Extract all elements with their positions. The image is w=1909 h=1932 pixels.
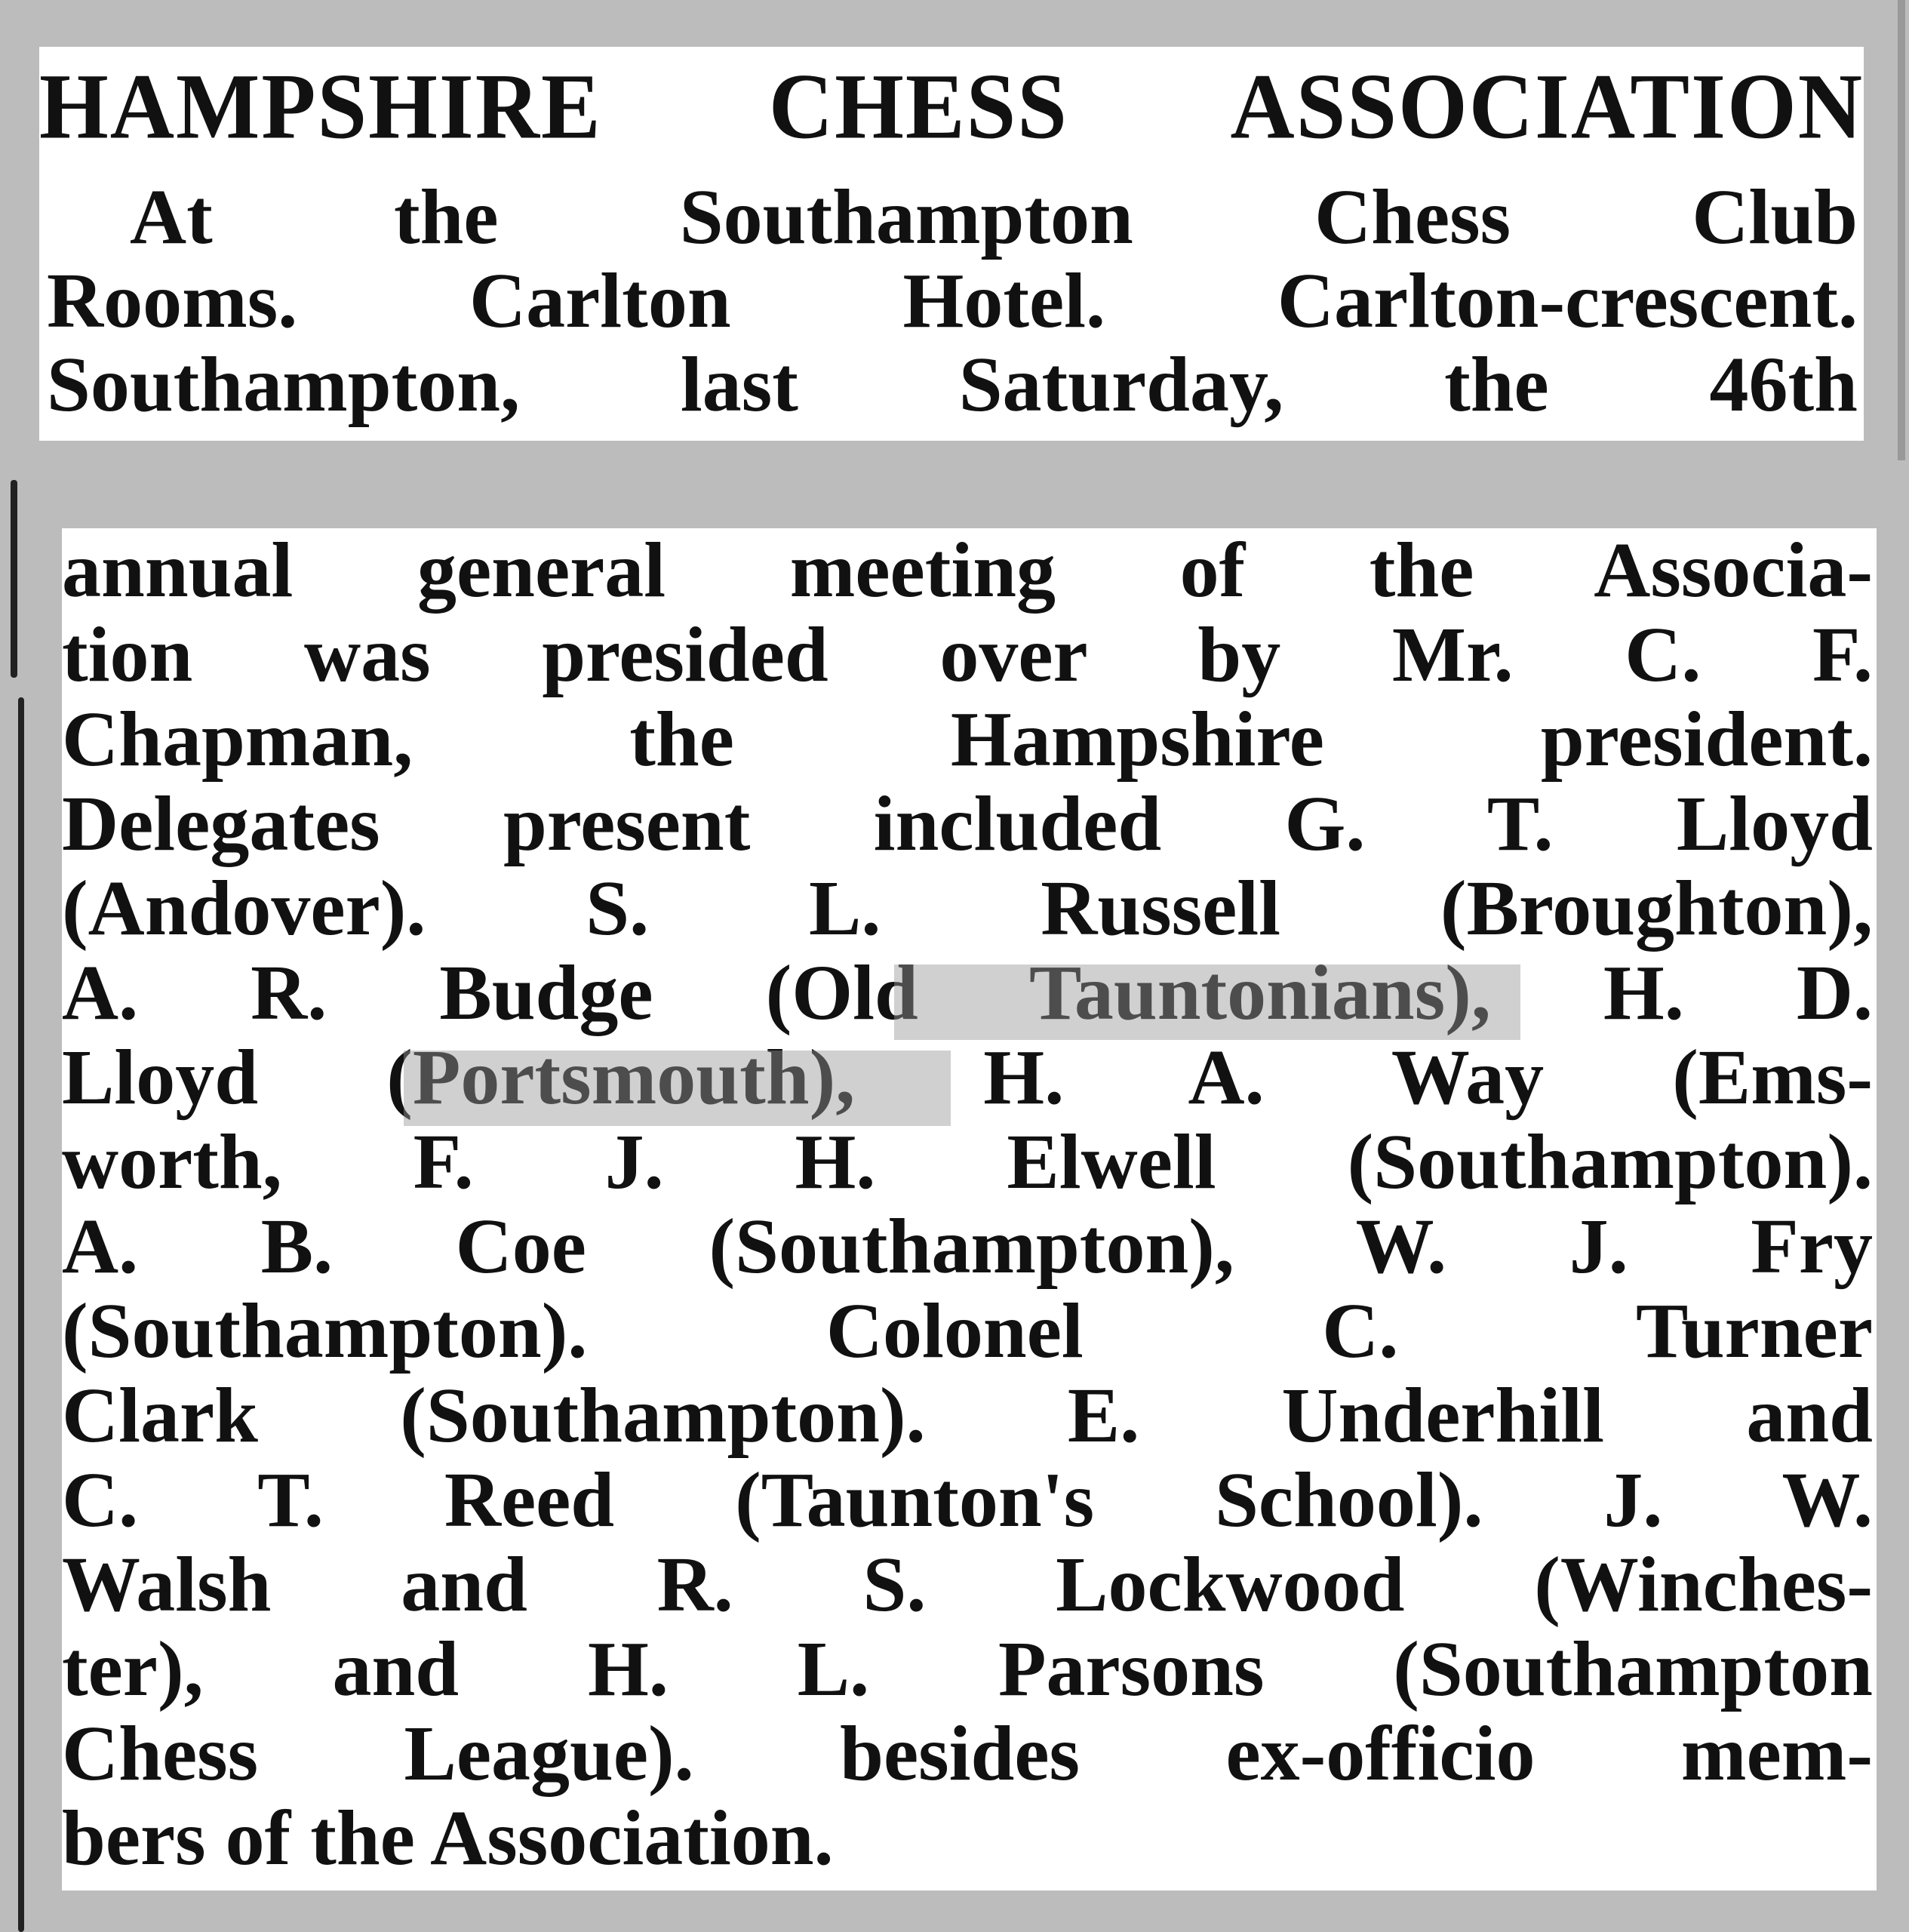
- text-line: Delegates present included G. T. Lloyd: [62, 780, 1873, 867]
- text-line: ter), and H. L. Parsons (Southampton: [62, 1626, 1873, 1712]
- clipping-top-section: [39, 47, 1864, 441]
- text-line: (Southampton). Colonel C. Turner: [62, 1287, 1873, 1374]
- text-line: Rooms. Carlton Hotel. Carlton-crescent.: [47, 257, 1858, 344]
- text-line: (Andover). S. L. Russell (Broughton),: [62, 865, 1873, 952]
- text-line: A. R. Budge (Old Tauntonians), H. D.: [62, 949, 1873, 1036]
- text-line: C. T. Reed (Taunton's School). J. W.: [62, 1457, 1873, 1543]
- text-line: Southampton, last Saturday, the 46th: [47, 341, 1858, 428]
- clipping-bottom-section: [62, 528, 1877, 1890]
- text-line: Lloyd (Portsmouth), H. A. Way (Ems-: [62, 1034, 1873, 1121]
- scan-shading: [894, 964, 1520, 1040]
- scan-shading: [404, 1051, 951, 1126]
- column-rule-upper: [11, 480, 17, 678]
- text-line: worth, F. J. H. Elwell (Southampton).: [62, 1118, 1873, 1205]
- text-line: A. B. Coe (Southampton), W. J. Fry: [62, 1203, 1873, 1290]
- article-headline: HAMPSHIRE CHESS ASSOCIATION: [39, 54, 1864, 158]
- text-line: Clark (Southampton). E. Underhill and: [62, 1372, 1873, 1459]
- text-line: annual general meeting of the Associa-: [62, 528, 1873, 614]
- text-line: At the Southampton Chess Club: [130, 174, 1858, 260]
- text-line: Chapman, the Hampshire president.: [62, 696, 1873, 783]
- article-paragraph-top: [47, 175, 1858, 426]
- text-line: Walsh and R. S. Lockwood (Winches-: [62, 1541, 1873, 1628]
- column-rule-lower: [18, 697, 24, 1932]
- text-line: Chess League). besides ex-officio mem-: [62, 1710, 1873, 1797]
- right-edge-rule: [1898, 0, 1905, 460]
- text-line: tion was presided over by Mr. C. F.: [62, 611, 1873, 698]
- article-paragraph-bottom: [62, 528, 1873, 1881]
- text-line: bers of the Association.: [62, 1795, 834, 1881]
